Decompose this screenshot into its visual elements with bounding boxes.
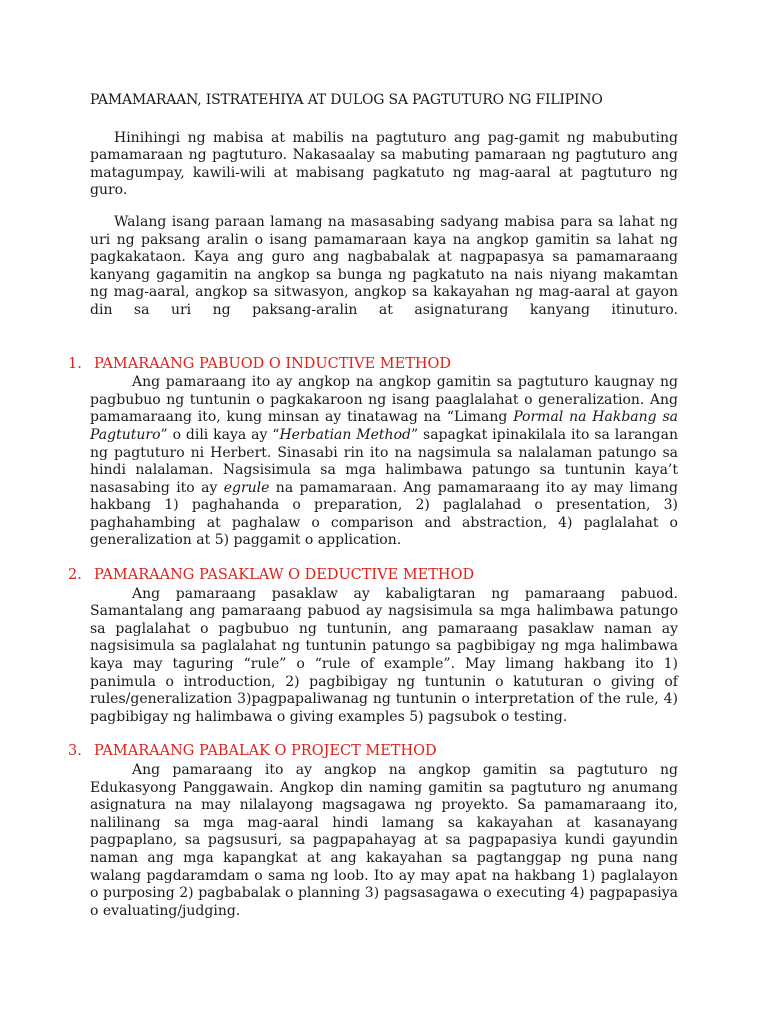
section-body: Ang pamaraang pasaklaw ay kabaligtaran ng pamaraang pabuod. Samantalang ang pamaraang pabuod ay nagsisimula sa mga halimbawa patungo sa paglalahat o pagbubuo ng tuntunin, ang pamaraang pasaklaw naman ay nagsisimula sa paglalahat ng tuntunin patungo sa pagbibigay ng mga halimbawa kaya may taguring “rule” o “rule of example”. May limang hakbang ito 1) panimula o introduction, 2) pagbibigay ng tuntunin o katuturan o giving of rules/generalization 3)pagpapaliwanag ng tuntunin o interpretation of the rule, 4) pagbibigay ng halimbawa o giving examples 5) pagsubok o testing. (90, 585, 678, 725)
section-deductive-method (68, 567, 678, 726)
section-heading (68, 356, 678, 374)
intro-paragraph-2: Walang isang paraan lamang na masasabing sadyang mabisa para sa lahat ng uri ng paksang aralin o isang pamamaraan kaya na angkop gamitin sa lahat ng pagkakataon. Kaya ang guro ang nagbabalak at nagpapasya sa pamamaraang kanyang gagamitin na angkop sa bunga ng pagkatuto na nais niyang makamtan ng mag-aaral, angkop sa sitwasyon, angkop sa kakayahan ng mag-aaral at gayon din sa uri ng paksang-aralin at asignaturang kanyang itinuturo. (90, 213, 678, 318)
section-body (90, 374, 678, 550)
body-text: Ang pamaraang ito ay angkop na angkop gamitin sa pagtuturo kaugnay ng pagbubuo ng tuntunin o pagkakaroon ng isang paaglalahat o generalization. Ang pamamaraang ito, kung minsan ay tinatawag na “Limang (90, 374, 678, 426)
section-title: PAMARAANG PASAKLAW O DEDUCTIVE METHOD (94, 567, 475, 584)
body-text: ” sapagkat ipinakilala ito sa larangan ng pagtuturo ni Herbert. Sinasabi rin ito na nagsimula sa nalalaman patungo sa hindi nalalaman. Nagsisimula sa mga halimbawa patungo sa tuntunin kaya’t nasasabing ito ay (90, 426, 678, 496)
section-number: 3. (68, 743, 82, 760)
section-inductive-method (68, 355, 678, 551)
body-text: ” o dili kaya ay “ (160, 426, 280, 443)
section-project-method (68, 743, 678, 920)
section-number: 1. (68, 355, 82, 372)
body-italic-text: egrule (223, 479, 270, 496)
section-title: PAMARAANG PABALAK O PROJECT METHOD (94, 743, 437, 760)
section-heading (68, 567, 678, 585)
body-italic-text: Herbatian Method (279, 426, 411, 443)
body-italic-text: Pormal na Hakbang sa Pagtuturo (90, 409, 678, 443)
document-title: PAMAMARAAN, ISTRATEHIYA AT DULOG SA PAGTUTURO NG FILIPINO (90, 92, 603, 108)
section-body: Ang pamaraang ito ay angkop na angkop gamitin sa pagtuturo ng Edukasyong Panggawain. Angkop din naming gamitin sa pagtuturo ng anumang asignatura na may nilalayong magsagawa ng proyekto. Sa pamamaraang ito, nalilinang sa mga mag-aaral hindi lamang sa kakayahan at kasanayang pagpaplano, sa pagsusuri, sa pagpapahayag at sa pagpapasiya kundi gayundin naman ang mga kapangkat at ang kakayahan sa pagtanggap ng puna nang walang pagdaramdam o sama ng loob. Ito ay may apat na hakbang 1) paglalayon o purposing 2) pagbabalak o planning 3) pagsasagawa o executing 4) pagpapasiya o evaluating/judging. (90, 762, 678, 919)
body-text: na pamamaraan. Ang pamamaraang ito ay may limang hakbang 1) paghahanda o preparation, 2) paglalahad o presentation, 3) paghahambing at paghalaw o comparison and abstraction, 4) paglalahat o generalization at 5) paggamit o application. (90, 479, 678, 549)
section-heading (68, 743, 678, 761)
section-title: PAMARAANG PABUOD O INDUCTIVE METHOD (94, 355, 452, 372)
section-number: 2. (68, 567, 82, 584)
spacer (90, 334, 678, 356)
intro-paragraph-1: Hinihingi ng mabisa at mabilis na pagtuturo ang pag-gamit ng mabubuting pamamaraan ng pagtuturo. Nakasaalay sa mabuting pamaraan ng pagtuturo ang matagumpay, kawili-wili at mabisang pagkatuto ng mag-aaral at pagtuturo ng guro. (90, 129, 678, 199)
